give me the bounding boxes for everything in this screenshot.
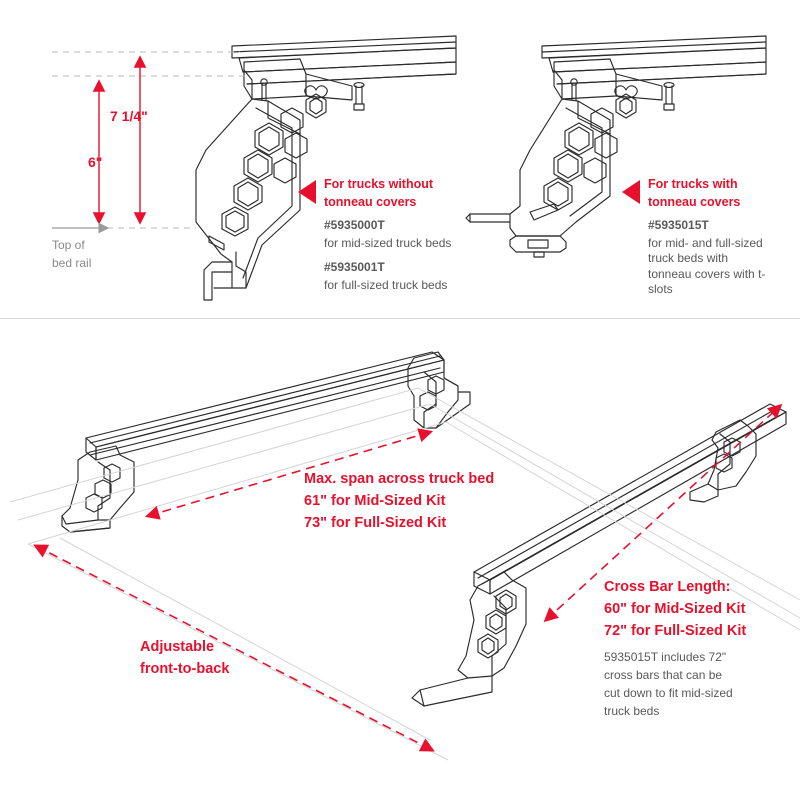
crossbar-callout-line1: Cross Bar Length: xyxy=(604,579,731,595)
crossbar-note-line2: cross bars that can be xyxy=(604,668,723,682)
baseline-label-line2: bed rail xyxy=(52,256,92,270)
sku-5935001T: #5935001T xyxy=(324,260,385,274)
callout-with-tonneau-headline-1: For trucks with xyxy=(648,177,738,191)
callout-without-tonneau-headline-2: tonneau covers xyxy=(324,195,417,209)
sku-5935015T: #5935015T xyxy=(648,218,709,232)
crossbar-note-line3: cut down to fit mid-sized xyxy=(604,686,733,700)
callout-without-tonneau-headline-1: For trucks without xyxy=(324,177,434,191)
span-callout-line1: Max. span across truck bed xyxy=(304,471,495,487)
crossbar-callout-line2: 60" for Mid-Sized Kit xyxy=(604,601,746,617)
crossbar-callout-line3: 72" for Full-Sized Kit xyxy=(604,623,747,639)
baseline-label-line1: Top of xyxy=(52,238,85,252)
section-divider xyxy=(0,318,800,319)
crossbar-note-line1: 5935015T includes 72" xyxy=(604,650,727,664)
bed-outline-guides xyxy=(10,388,800,760)
crossbar-note-line4: truck beds xyxy=(604,704,660,718)
sku-5935000T-desc: for mid-sized truck beds xyxy=(324,236,452,250)
dimension-label-6: 6" xyxy=(88,154,103,170)
sku-5935001T-desc: for full-sized truck beds xyxy=(324,278,448,292)
adjustable-callout-line1: Adjustable xyxy=(140,639,215,655)
sku-5935000T: #5935000T xyxy=(324,218,385,232)
top-dimension-guides xyxy=(52,52,250,228)
adjustable-callout-line2: front-to-back xyxy=(140,661,230,677)
rack-leg-right-illustration xyxy=(466,36,766,257)
span-callout-line3: 73" for Full-Sized Kit xyxy=(304,515,447,531)
callout-pointer-left xyxy=(298,180,316,204)
dimension-label-7-1-4: 7 1/4" xyxy=(110,108,148,124)
callout-with-tonneau-headline-2: tonneau covers xyxy=(648,195,741,209)
sku-5935015T-desc: for mid- and full-sized truck beds with tonneau covers with t-slots xyxy=(648,236,766,297)
span-callout-line2: 61" for Mid-Sized Kit xyxy=(304,493,446,509)
callout-pointer-right xyxy=(622,180,640,204)
